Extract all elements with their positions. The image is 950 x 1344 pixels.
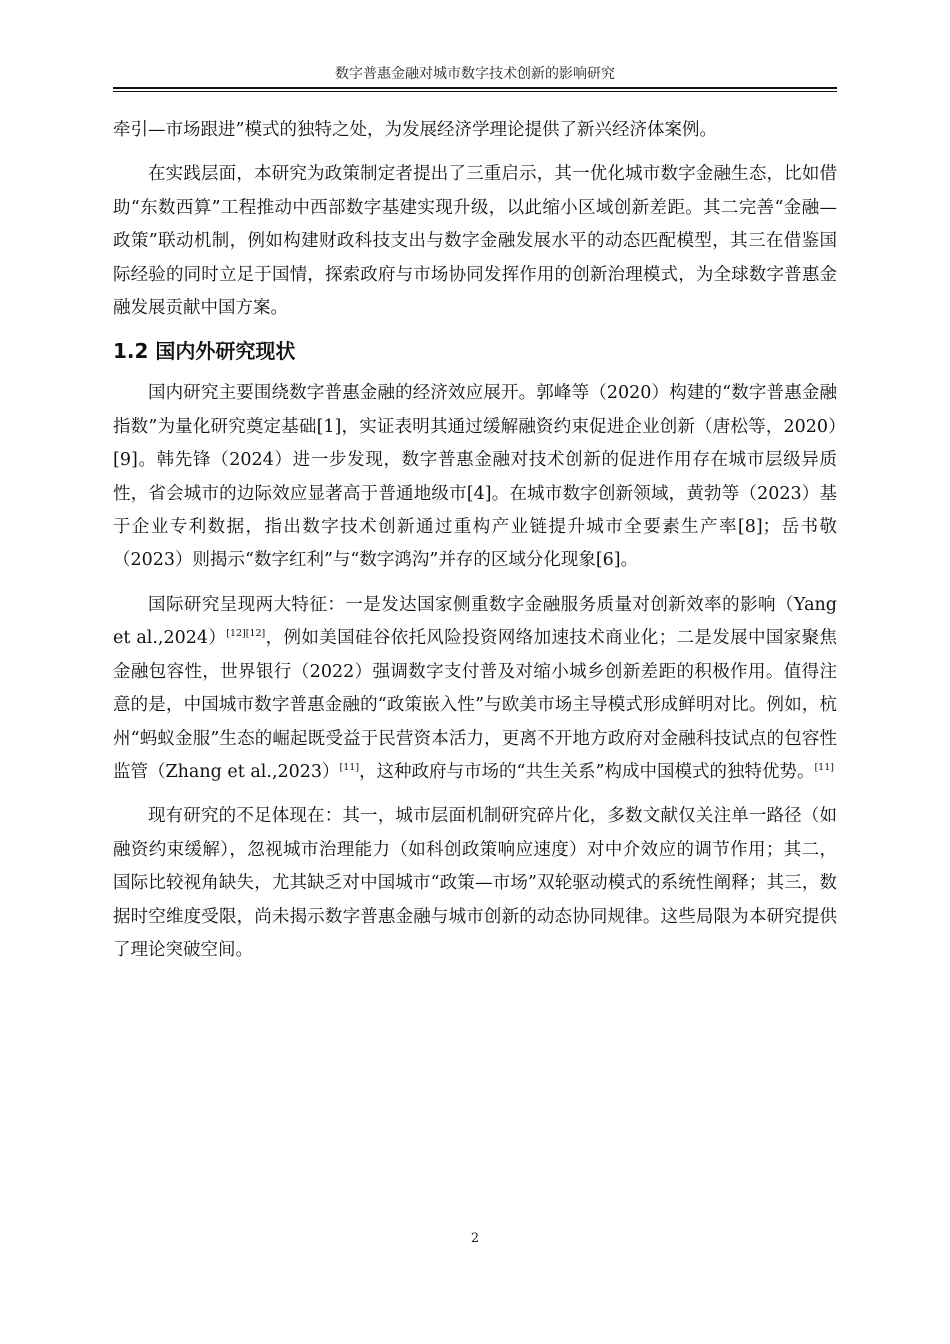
section-heading: 1.2 国内外研究现状 xyxy=(113,339,296,364)
paragraph-continuation: 牵引—市场跟进”模式的独特之处，为发展经济学理论提供了新兴经济体案例。 xyxy=(113,120,717,140)
header-rule xyxy=(113,87,837,92)
running-header: 数字普惠金融对城市数字技术创新的影响研究 xyxy=(335,66,615,82)
paragraph-practical-implications: 在实践层面，本研究为政策制定者提出了三重启示，其一优化城市数字金融生态，比如借助“东数西算”工程推动中西部数字基建实现升级，以此缩小区域创新差距。其二完善“金融—政策”联动机制，例如构建财政科技支出与数字金融发展水平的动态匹配模型，其三在借鉴国际经验的同时立足于国情，探索政府与市场协同发挥作用的创新治理模式，为全球数字普惠金融发展贡献中国方案。 xyxy=(113,164,837,319)
paragraph-domestic-research: 国内研究主要围绕数字普惠金融的经济效应展开。郭峰等（2020）构建的“数字普惠金融指数”为量化研究奠定基础[1]，实证表明其通过缓解融资约束促进企业创新（唐松等，2020）[9]。韩先锋（2024）进一步发现，数字普惠金融对技术创新的促进作用存在城市层级异质性，省会城市的边际效应显著高于普通地级市[4]。在城市数字创新领域，黄勃等（2023）基于企业专利数据，指出数字技术创新通过重构产业链提升城市全要素生产率[8]；岳书敬（2023）则揭示“数字红利”与“数字鸿沟”并存的区域分化现象[6]。 xyxy=(113,383,837,571)
citation-superscript: [11] xyxy=(339,761,360,773)
citation-superscript: [11] xyxy=(814,761,834,773)
paragraph-text: ，这种政府与市场的“共生关系”构成中国模式的独特优势。 xyxy=(359,761,815,782)
paragraph-text: ，例如美国硅谷依托风险投资网络加速技术商业化；二是发展中国家聚焦金融包容性，世界银行（2022）强调数字支付普及对缩小城乡创新差距的积极作用。值得注意的是，中国城市数字普惠金融的“政策嵌入性”与欧美市场主导模式形成鲜明对比。例如，杭州“蚂蚁金服”生态的崛起既受益于民营资本活力，更离不开地方政府对金融科技试点的包容性监管（Zhang et al.,2023） xyxy=(113,628,837,782)
body-text xyxy=(113,114,837,967)
paragraph-text: 国际研究呈现两大特征：一是发达国家侧重数字金融服务质量对创新效率的影响（Yang et al.,2024） xyxy=(113,594,837,649)
page-number: 2 xyxy=(470,1231,480,1246)
paragraph-international-research xyxy=(113,589,837,789)
paragraph-research-gaps: 现有研究的不足体现在：其一，城市层面机制研究碎片化，多数文献仅关注单一路径（如融资约束缓解），忽视城市治理能力（如科创政策响应速度）对中介效应的调节作用；其二，国际比较视角缺失，尤其缺乏对中国城市“政策—市场”双轮驱动模式的系统性阐释；其三，数据时空维度受限，尚未揭示数字普惠金融与城市创新的动态协同规律。这些局限为本研究提供了理论突破空间。 xyxy=(113,806,837,960)
citation-superscript: [12][12] xyxy=(226,628,266,640)
